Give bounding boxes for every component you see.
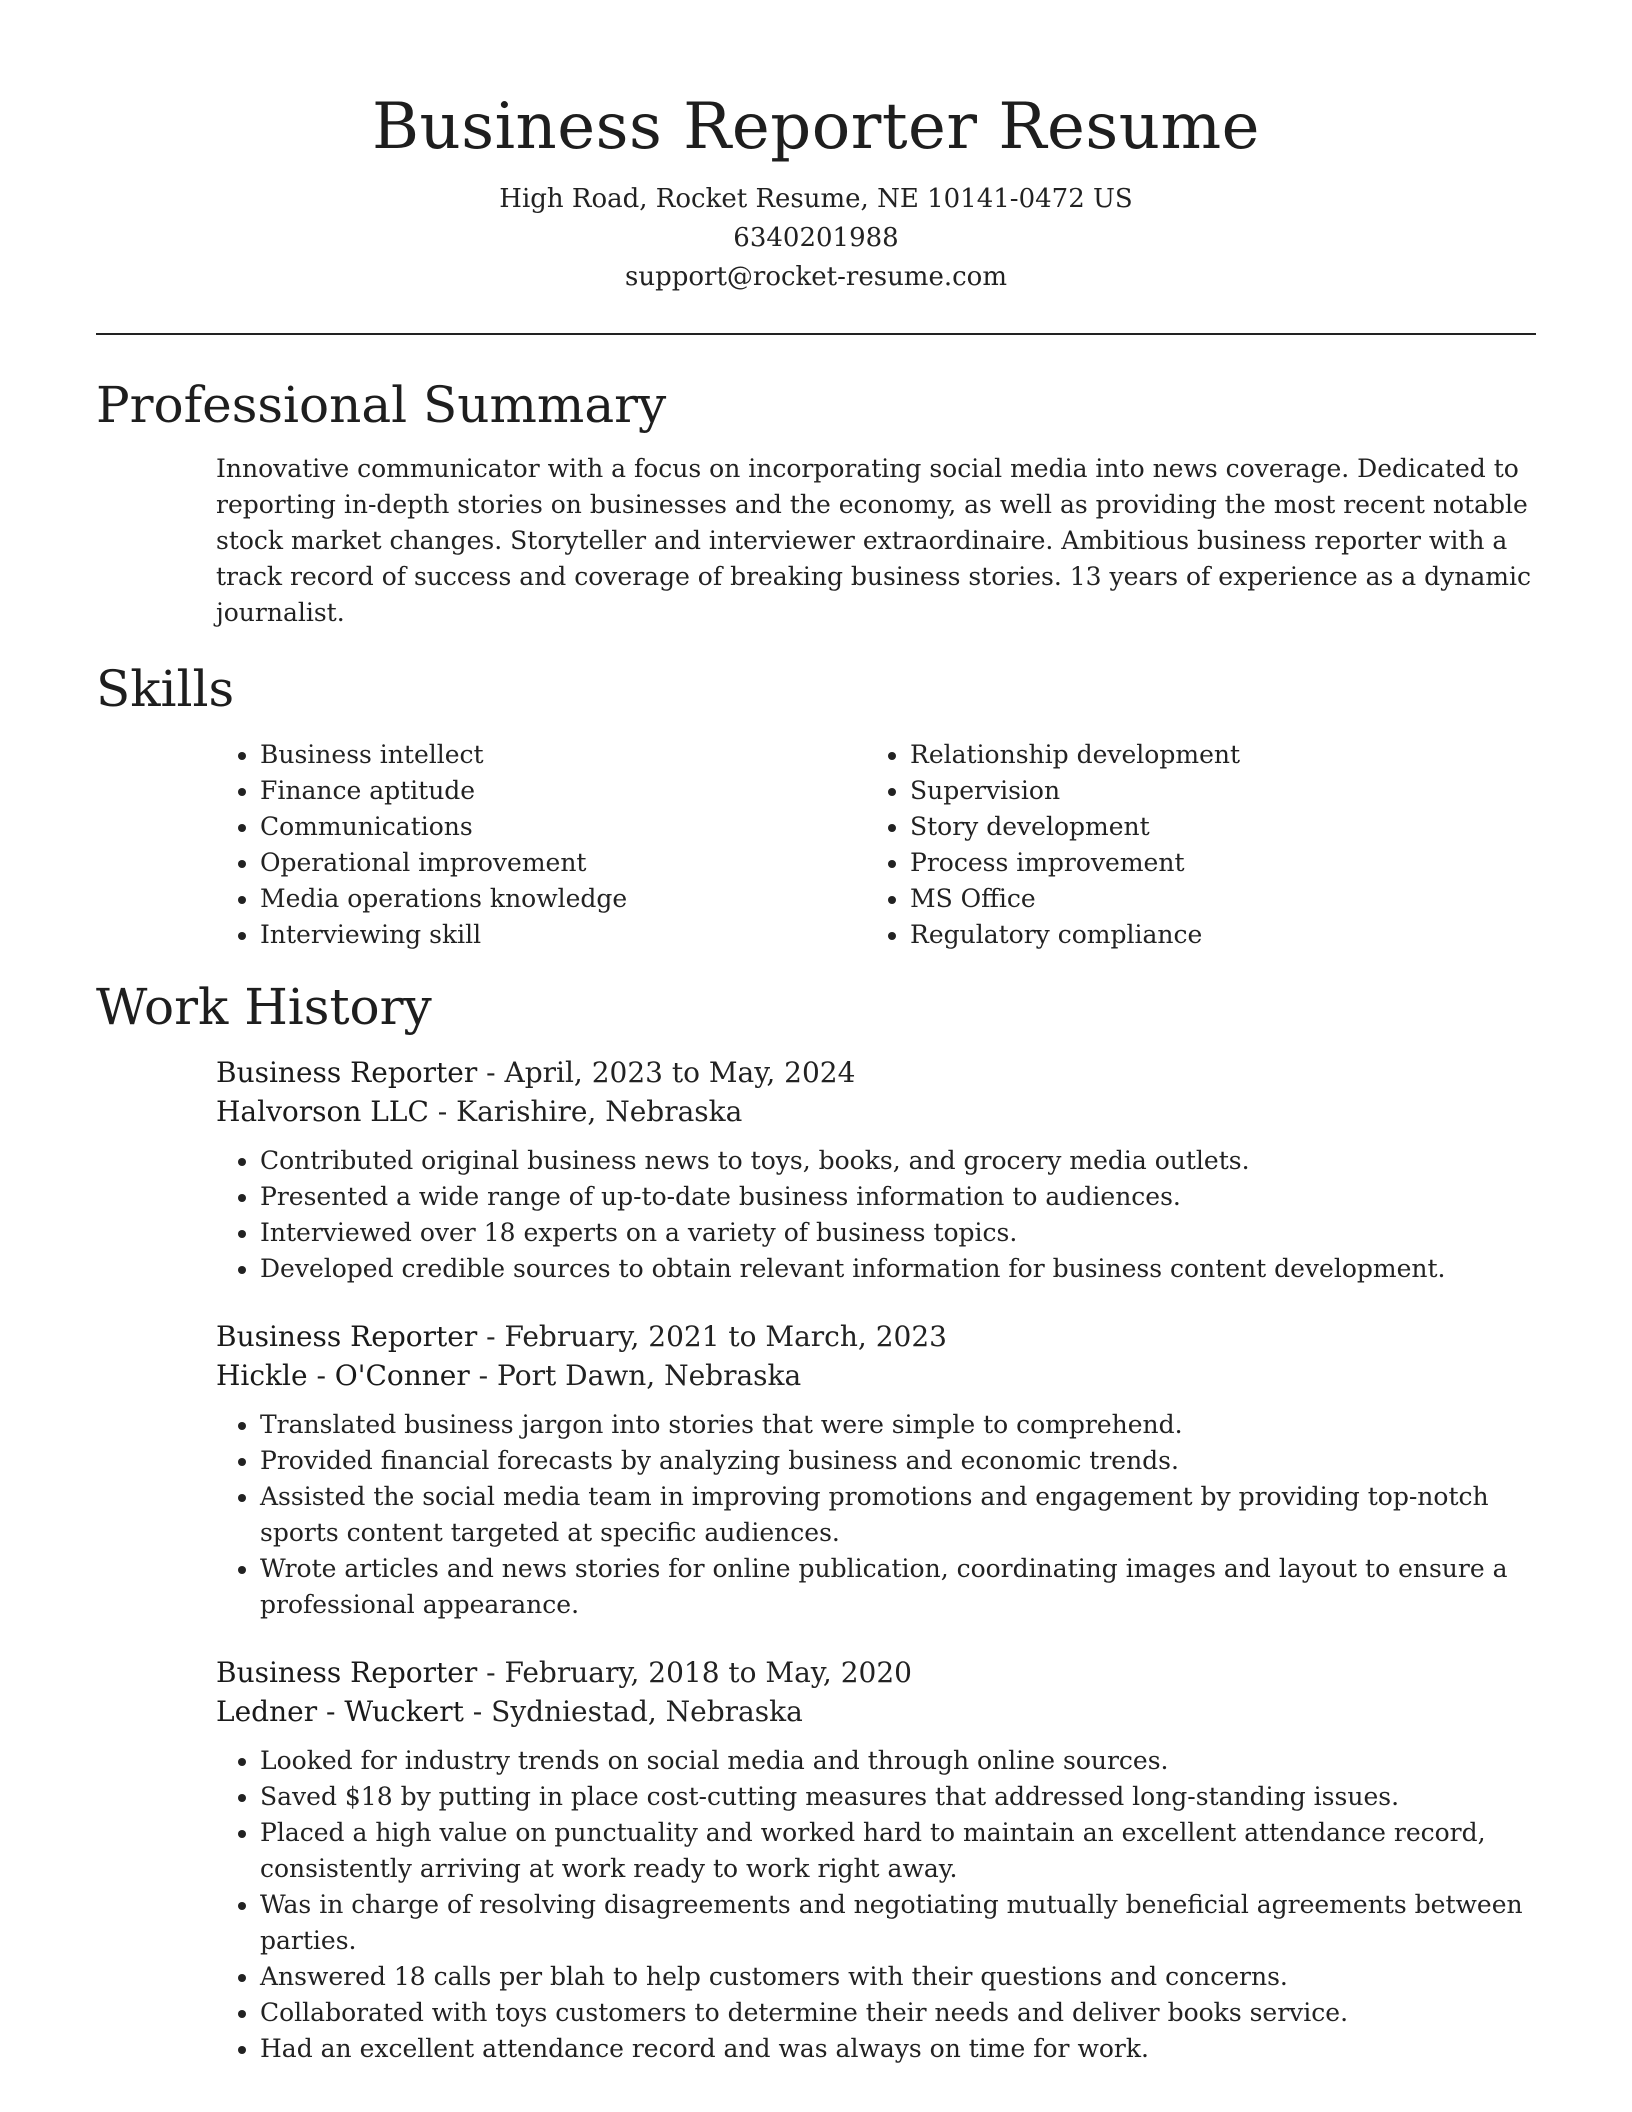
job-location: Port Dawn, Nebraska <box>497 1359 802 1392</box>
job-company: Hickle - O'Conner <box>216 1359 470 1392</box>
skills-heading: Skills <box>96 660 235 718</box>
job-company-line: Halvorson LLC - Karishire, Nebraska <box>216 1095 743 1128</box>
job-bullet: • Had an excellent attendance record and was always on time for work. <box>260 2031 1550 2067</box>
job-company-line: Ledner - Wuckert - Sydniestad, Nebraska <box>216 1695 803 1728</box>
job-bullet: • Placed a high value on punctuality and worked hard to maintain an excellent attendance record, consistently arriving at work ready to work right away. <box>260 1815 1550 1887</box>
job-bullets <box>216 1143 1550 1287</box>
job-bullet: • Interviewed over 18 experts on a variety of business topics. <box>260 1215 1550 1251</box>
job-bullet: • Developed credible sources to obtain relevant information for business content development. <box>260 1251 1550 1287</box>
job-dates: February, 2021 to March, 2023 <box>504 1320 947 1353</box>
job-dates: February, 2018 to May, 2020 <box>504 1656 912 1689</box>
summary-heading: Professional Summary <box>96 376 667 434</box>
skill-item: • Relationship development <box>910 737 1516 773</box>
job-bullet: • Translated business jargon into stories that were simple to comprehend. <box>260 1407 1550 1443</box>
job-bullet: • Contributed original business news to toys, books, and grocery media outlets. <box>260 1143 1550 1179</box>
job-entry <box>216 1317 1536 1623</box>
job-bullets <box>216 1743 1550 2067</box>
job-bullet: • Presented a wide range of up-to-date business information to audiences. <box>260 1179 1550 1215</box>
job-title-line: Business Reporter - February, 2018 to May, 2020 <box>216 1656 912 1689</box>
job-location: Karishire, Nebraska <box>456 1095 743 1128</box>
job-company-line: Hickle - O'Conner - Port Dawn, Nebraska <box>216 1359 802 1392</box>
job-title-line: Business Reporter - February, 2021 to March, 2023 <box>216 1320 947 1353</box>
skills-column-left <box>216 737 866 953</box>
job-entry <box>216 1653 1536 2067</box>
job-bullet: • Answered 18 calls per blah to help customers with their questions and concerns. <box>260 1959 1550 1995</box>
skill-item: • Interviewing skill <box>260 917 866 953</box>
job-bullet: • Wrote articles and news stories for online publication, coordinating images and layout to ensure a professional appearance. <box>260 1551 1550 1623</box>
job-location: Sydniestad, Nebraska <box>491 1695 803 1728</box>
skills-column-right <box>866 737 1516 953</box>
job-bullet: • Looked for industry trends on social media and through online sources. <box>260 1743 1550 1779</box>
job-bullets <box>216 1407 1550 1623</box>
skill-item: • MS Office <box>910 881 1516 917</box>
job-role: Business Reporter <box>216 1320 478 1353</box>
skill-item: • Media operations knowledge <box>260 881 866 917</box>
skill-item: • Supervision <box>910 773 1516 809</box>
skill-item: • Process improvement <box>910 845 1516 881</box>
skill-item: • Regulatory compliance <box>910 917 1516 953</box>
job-company: Ledner - Wuckert <box>216 1695 464 1728</box>
job-dates: April, 2023 to May, 2024 <box>504 1056 856 1089</box>
job-bullet: • Saved $18 by putting in place cost-cutting measures that addressed long-standing issues. <box>260 1779 1550 1815</box>
job-bullet: • Collaborated with toys customers to determine their needs and deliver books service. <box>260 1995 1550 2031</box>
resume-title: Business Reporter Resume <box>371 90 1261 164</box>
skill-item: • Finance aptitude <box>260 773 866 809</box>
work-history-heading: Work History <box>96 978 432 1036</box>
job-bullet: • Assisted the social media team in improving promotions and engagement by providing top-notch sports content targeted at specific audiences. <box>260 1479 1550 1551</box>
contact-phone: 6340201988 <box>733 223 899 253</box>
contact-info <box>96 180 1536 297</box>
job-bullet: • Was in charge of resolving disagreements and negotiating mutually beneficial agreements between parties. <box>260 1887 1550 1959</box>
resume-header <box>96 0 1536 297</box>
job-role: Business Reporter <box>216 1056 478 1089</box>
job-bullet: • Provided financial forecasts by analyzing business and economic trends. <box>260 1443 1550 1479</box>
contact-address: High Road, Rocket Resume, NE 10141-0472 US <box>499 184 1133 214</box>
job-company: Halvorson LLC <box>216 1095 429 1128</box>
contact-email: support@rocket-resume.com <box>624 262 1007 292</box>
job-title-line: Business Reporter - April, 2023 to May, 2024 <box>216 1056 856 1089</box>
job-entry <box>216 1053 1536 1287</box>
skill-item: • Communications <box>260 809 866 845</box>
resume-page <box>96 0 1536 2067</box>
skill-item: • Operational improvement <box>260 845 866 881</box>
header-divider <box>96 333 1536 335</box>
job-role: Business Reporter <box>216 1656 478 1689</box>
skill-item: • Business intellect <box>260 737 866 773</box>
summary-text: Innovative communicator with a focus on incorporating social media into news coverage. Dedicated to reporting in-depth stories on businesses and the economy, as well as providing the most recent notable stock market changes. Storyteller and interviewer extraordinaire. Ambitious business reporter with a track record of success and coverage of breaking business stories. 13 years of experience as a dynamic journalist. <box>216 454 1531 627</box>
skills-list <box>216 737 1536 953</box>
skill-item: • Story development <box>910 809 1516 845</box>
